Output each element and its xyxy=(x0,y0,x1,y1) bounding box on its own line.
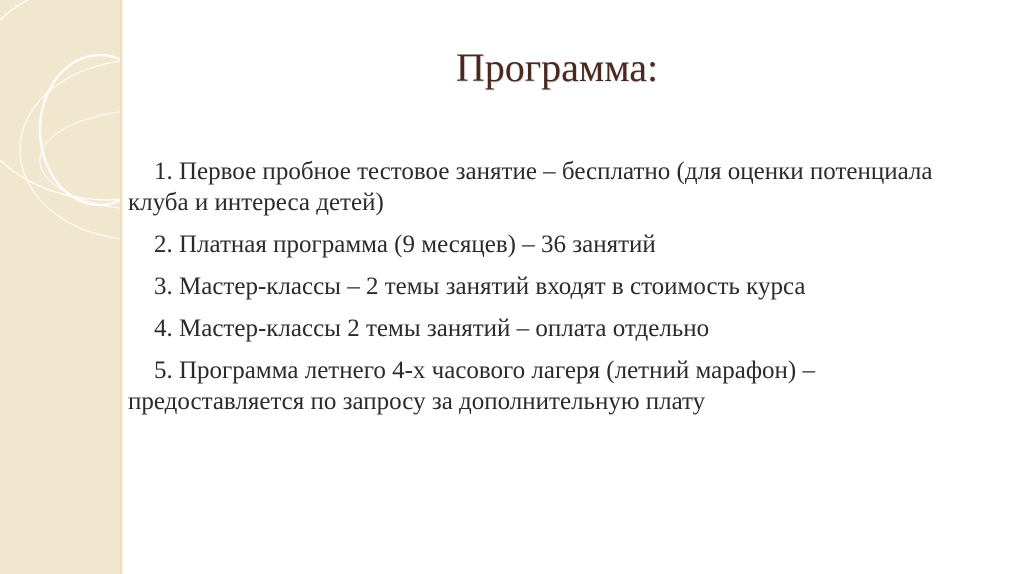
program-item-1 xyxy=(128,156,968,218)
program-item-5 xyxy=(128,355,968,417)
program-item-text: 5. Программа летнего 4-х часового лагеря (летний марафон) – предоставляется по запросу за дополнительную плату xyxy=(128,357,815,415)
program-item-text: 3. Мастер-классы – 2 темы занятий входят в стоимость курса xyxy=(154,273,806,300)
program-item-4 xyxy=(128,313,968,344)
program-item-text: 4. Мастер-классы 2 темы занятий – оплата отдельно xyxy=(154,315,710,342)
program-item-text: 2. Платная программа (9 месяцев) – 36 занятий xyxy=(154,231,656,258)
program-item-text: 1. Первое пробное тестовое занятие – бесплатно (для оценки потенциала клуба и интереса детей) xyxy=(128,158,933,216)
program-list xyxy=(128,156,968,428)
slide-title: Программа: xyxy=(455,45,659,90)
program-item-2 xyxy=(128,229,968,260)
program-item-3 xyxy=(128,271,968,302)
